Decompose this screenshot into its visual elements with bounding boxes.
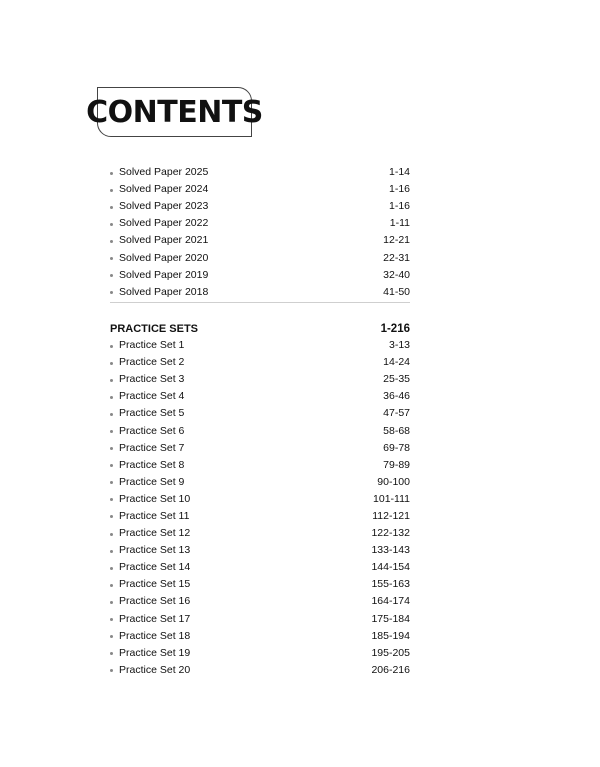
toc-entry-pages: 3-13 [388,339,410,352]
toc-entry [110,354,410,371]
bullet-icon [110,172,113,175]
toc-entry [110,232,410,249]
toc-entry-label: Solved Paper 2024 [119,183,209,196]
toc-entry-pages: 69-78 [383,441,410,454]
bullet-icon [110,635,113,638]
toc-entry [110,388,410,405]
toc-entry [110,422,410,439]
bullet-icon [110,430,113,433]
toc-entry-pages: 12-21 [383,234,410,247]
toc-entry-pages: 155-163 [371,578,410,591]
toc-entry-pages: 1-16 [388,200,410,213]
contents-title-box [86,87,263,137]
toc-entry-left [110,662,190,679]
toc-entry-pages: 47-57 [383,407,410,420]
toc-entry-pages: 14-24 [383,356,410,369]
toc-entry-label: Practice Set 5 [119,407,185,420]
toc-entry [110,267,410,284]
bullet-icon [110,396,113,399]
toc-entry-label: Practice Set 14 [119,561,191,574]
toc-entry-left [110,491,190,508]
practice-sets-list [110,337,410,679]
toc-entry-left [110,371,184,388]
toc-entry [110,628,410,645]
toc-entry [110,593,410,610]
toc-entry [110,249,410,266]
toc-entry-left [110,405,184,422]
toc-entry-pages: 195-205 [371,646,410,659]
toc-entry [110,181,410,198]
toc-entry-left [110,181,208,198]
toc-entry-pages: 164-174 [371,595,410,608]
toc-entry [110,525,410,542]
toc-entry-label: Practice Set 17 [119,612,191,625]
toc-entry-pages: 32-40 [383,268,410,281]
practice-sets-heading-pages: 1-216 [380,322,410,335]
toc-entry-label: Practice Set 8 [119,458,185,471]
toc-entry-label: Practice Set 16 [119,595,191,608]
practice-sets-heading [110,320,410,337]
toc-entry-label: Practice Set 19 [119,646,191,659]
bullet-icon [110,533,113,536]
bullet-icon [110,274,113,277]
toc-entry-label: Solved Paper 2023 [119,200,209,213]
toc-entry-label: Practice Set 6 [119,424,185,437]
toc-entry-pages: 112-121 [372,509,410,522]
toc-entry [110,440,410,457]
toc-entry [110,474,410,491]
bullet-icon [110,345,113,348]
toc-entry-label: Practice Set 7 [119,441,185,454]
toc-entry-pages: 144-154 [371,561,410,574]
toc-entry [110,491,410,508]
page-title: CONTENTS [86,94,263,130]
bullet-icon [110,223,113,226]
toc-entry-left [110,337,184,354]
toc-entry-left [110,645,190,662]
toc-entry [110,559,410,576]
solved-papers-list [110,164,410,301]
toc-entry-left [110,388,184,405]
toc-entry-left [110,198,208,215]
bullet-icon [110,584,113,587]
toc-entry-left [110,628,190,645]
toc-entry-left [110,508,189,525]
toc-entry-pages: 25-35 [383,373,410,386]
bullet-icon [110,447,113,450]
toc-entry-pages: 1-16 [388,183,410,196]
toc-entry-left [110,559,190,576]
section-divider [110,302,410,303]
toc-entry-pages: 1-14 [388,166,410,179]
toc-entry-label: Practice Set 2 [119,356,185,369]
bullet-icon [110,240,113,243]
toc-entry-left [110,267,208,284]
toc-entry-label: Practice Set 20 [119,663,191,676]
toc-entry [110,198,410,215]
toc-entry-label: Practice Set 9 [119,475,185,488]
toc-entry-left [110,423,184,440]
bullet-icon [110,601,113,604]
toc-entry [110,371,410,388]
toc-entry-left [110,576,190,593]
toc-entry-left [110,542,190,559]
toc-entry-label: Practice Set 1 [119,339,185,352]
toc-entry [110,164,410,181]
toc-entry-pages: 41-50 [383,285,410,298]
bullet-icon [110,464,113,467]
toc-entry-label: Solved Paper 2025 [119,166,209,179]
bullet-icon [110,498,113,501]
toc-entry [110,508,410,525]
toc-entry-pages: 36-46 [383,390,410,403]
toc-entry [110,405,410,422]
toc-entry-left [110,164,208,181]
bullet-icon [110,413,113,416]
toc-entry-label: Solved Paper 2020 [119,251,209,264]
toc-entry [110,457,410,474]
toc-entry-left [110,250,208,267]
toc-entry-label: Practice Set 4 [119,390,185,403]
toc-entry-left [110,457,184,474]
bullet-icon [110,618,113,621]
toc-entry [110,337,410,354]
toc-entry-left [110,593,190,610]
toc-entry-left [110,232,208,249]
toc-entry-label: Solved Paper 2018 [119,285,209,298]
bullet-icon [110,567,113,570]
toc-entry-left [110,284,208,301]
toc-entry-label: Practice Set 10 [119,492,191,505]
bullet-icon [110,652,113,655]
toc-entry-pages: 101-111 [373,492,410,505]
bullet-icon [110,189,113,192]
toc-entry-pages: 185-194 [371,629,410,642]
toc-entry-left [110,525,190,542]
toc-entry-pages: 133-143 [371,544,410,557]
toc-entry-left [110,611,190,628]
toc-entry [110,284,410,301]
bullet-icon [110,206,113,209]
toc-entry-label: Practice Set 12 [119,527,191,540]
toc-entry-pages: 22-31 [383,251,410,264]
toc-entry-pages: 1-11 [389,217,410,230]
toc-entry-left [110,215,208,232]
toc-entry [110,215,410,232]
toc-entry-label: Practice Set 15 [119,578,191,591]
bullet-icon [110,669,113,672]
toc-entry-pages: 90-100 [377,475,410,488]
toc-entry-label: Practice Set 11 [119,509,190,522]
toc-entry-pages: 122-132 [371,527,410,540]
bullet-icon [110,550,113,553]
practice-sets-heading-label: PRACTICE SETS [110,322,199,335]
toc-entry-pages: 58-68 [383,424,410,437]
toc-entry-pages: 175-184 [371,612,410,625]
bullet-icon [110,481,113,484]
toc-entry-label: Practice Set 13 [119,544,191,557]
toc-entry [110,662,410,679]
toc-entry-label: Solved Paper 2021 [119,234,209,247]
toc-entry-left [110,440,184,457]
toc-entry-label: Practice Set 18 [119,629,191,642]
toc-entry-pages: 206-216 [371,663,410,676]
toc-entry [110,645,410,662]
bullet-icon [110,362,113,365]
toc-entry-pages: 79-89 [383,458,410,471]
bullet-icon [110,291,113,294]
toc-entry-label: Practice Set 3 [119,373,185,386]
toc-entry-left [110,354,184,371]
toc-entry-left [110,474,184,491]
toc-entry [110,576,410,593]
toc-entry [110,611,410,628]
toc-entry-label: Solved Paper 2022 [119,217,209,230]
bullet-icon [110,257,113,260]
toc-entry-label: Solved Paper 2019 [119,268,209,281]
bullet-icon [110,379,113,382]
toc-entry [110,542,410,559]
bullet-icon [110,515,113,518]
